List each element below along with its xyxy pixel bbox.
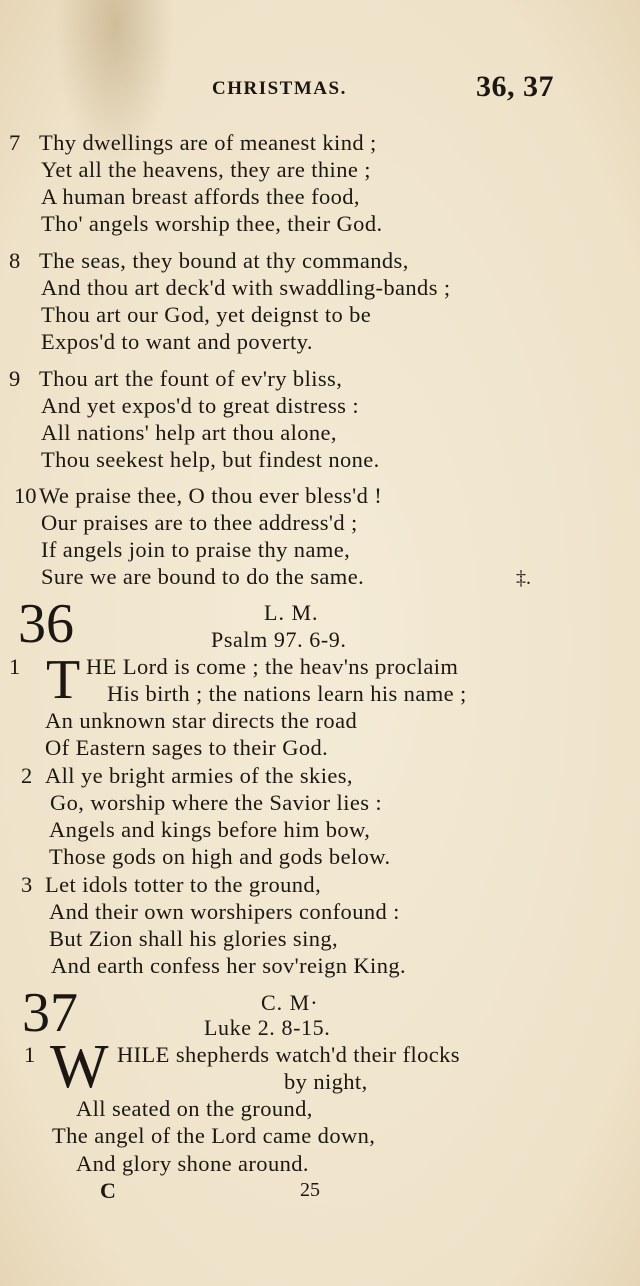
verse-line: But Zion shall his glories sing, [49, 926, 339, 951]
verse-number: 1 [9, 654, 21, 679]
hymn-meter: L. M. [264, 600, 319, 625]
end-mark: ‡. [516, 567, 531, 589]
verse-number: 8 [9, 248, 21, 273]
hymn-numbers: 36, 37 [476, 70, 554, 103]
verse-number: 10 [14, 483, 37, 508]
hymn-meter: C. M· [261, 990, 319, 1015]
verse-line: Thy dwellings are of meanest kind ; [39, 130, 377, 155]
verse-line: Of Eastern sages to their God. [45, 735, 329, 760]
verse-line: Sure we are bound to do the same. [41, 564, 365, 589]
verse-line: If angels join to praise thy name, [41, 537, 351, 562]
folio-number: 25 [300, 1179, 320, 1201]
verse-line: His birth ; the nations learn his name ; [107, 681, 467, 706]
verse-line: Let idols totter to the ground, [45, 872, 322, 897]
verse-line: Expos'd to want and poverty. [41, 329, 313, 354]
verse-line: The angel of the Lord came down, [52, 1123, 376, 1148]
hymn-number: 37 [22, 982, 78, 1044]
verse-line: And their own worshipers confound : [49, 899, 400, 924]
verse-line: by night, [284, 1069, 368, 1094]
verse-line: An unknown star directs the road [45, 708, 358, 733]
verse-number: 1 [24, 1042, 36, 1067]
verse-line: All nations' help art thou alone, [41, 420, 337, 445]
verse-line: HILE shepherds watch'd their flocks [117, 1042, 460, 1067]
verse-line: HE Lord is come ; the heav'ns proclaim [86, 654, 459, 679]
verse-line: Our praises are to thee address'd ; [41, 510, 358, 535]
verse-number: 9 [9, 366, 21, 391]
verse-line: Go, worship where the Savior lies : [50, 790, 383, 815]
running-title: CHRISTMAS. [212, 78, 347, 99]
verse-number: 2 [21, 763, 33, 788]
verse-line: And earth confess her sov'reign King. [51, 953, 407, 978]
verse-number: 3 [21, 872, 33, 897]
verse-line: Thou seekest help, but findest none. [41, 447, 380, 472]
page-header [0, 72, 640, 112]
verse-line: And glory shone around. [76, 1151, 309, 1176]
verse-line: Those gods on high and gods below. [49, 844, 391, 869]
verse-line: The seas, they bound at thy commands, [39, 248, 409, 273]
verse-line: Thou art our God, yet deignst to be [41, 302, 372, 327]
verse-line: All ye bright armies of the skies, [45, 763, 353, 788]
verse-line: Thou art the fount of ev'ry bliss, [39, 366, 343, 391]
verse-line: All seated on the ground, [76, 1096, 313, 1121]
drop-cap: W [50, 1033, 109, 1101]
verse-line: Angels and kings before him bow, [49, 817, 371, 842]
scripture-reference: Psalm 97. 6-9. [211, 627, 347, 652]
verse-line: We praise thee, O thou ever bless'd ! [39, 483, 383, 508]
verse-number: 7 [9, 130, 21, 155]
verse-line: Tho' angels worship thee, their God. [41, 211, 383, 236]
verse-line: And thou art deck'd with swaddling-bands ; [41, 275, 451, 300]
scripture-reference: Luke 2. 8-15. [204, 1015, 331, 1040]
verse-line: A human breast affords thee food, [41, 184, 360, 209]
hymn-number: 36 [18, 593, 74, 655]
drop-cap: T [46, 649, 81, 711]
verse-line: And yet expos'd to great distress : [41, 393, 360, 418]
signature-mark: C [100, 1178, 116, 1203]
verse-line: Yet all the heavens, they are thine ; [41, 157, 371, 182]
